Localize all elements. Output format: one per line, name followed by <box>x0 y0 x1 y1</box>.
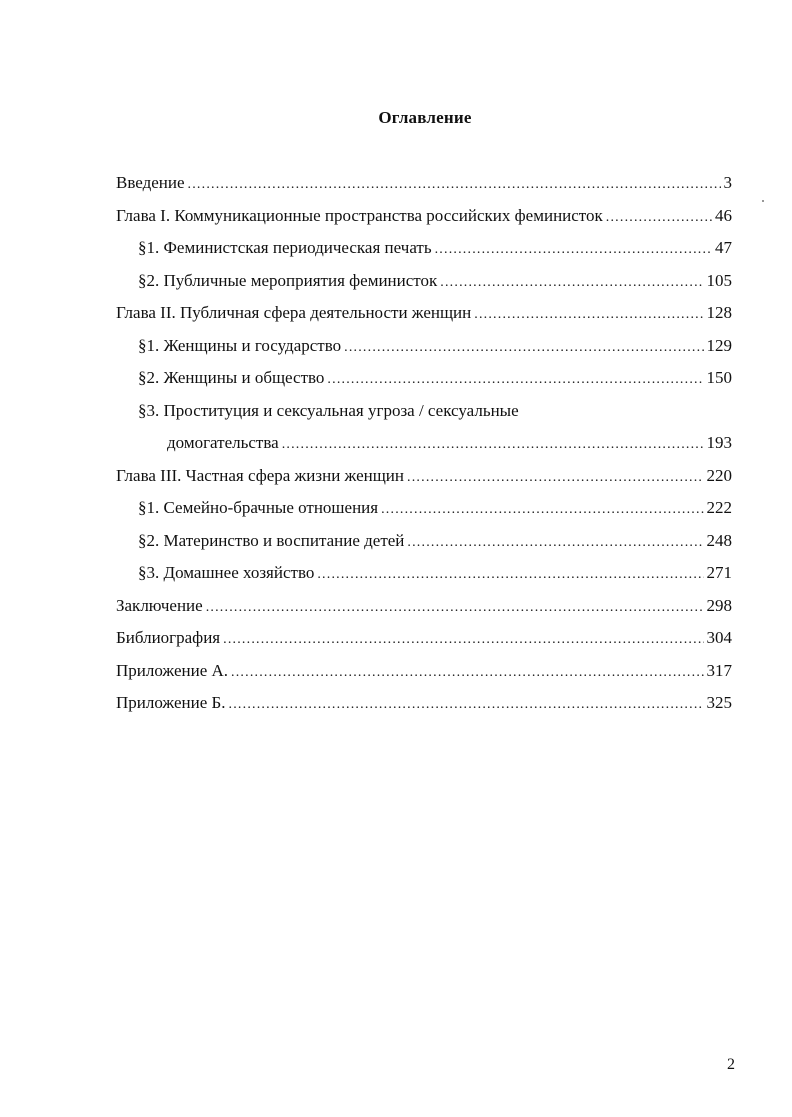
toc-entry-page: 47 <box>715 238 732 257</box>
toc-entry[interactable] <box>116 626 732 659</box>
toc-entry[interactable] <box>116 561 732 594</box>
toc-entry-page: 220 <box>706 465 732 485</box>
dot-leader <box>474 303 703 327</box>
toc-entry-page: 46 <box>715 205 732 225</box>
toc-entry-page: 105 <box>706 270 732 290</box>
toc-entry-label: Глава II. Публичная сфера деятельности женщин <box>116 303 472 322</box>
toc-entry[interactable] <box>116 659 732 692</box>
dot-leader <box>381 498 703 522</box>
toc-entry-label: §1. Феминистская периодическая печать <box>138 238 432 257</box>
toc-entry-label: Заключение <box>116 595 203 615</box>
dot-leader <box>435 238 712 262</box>
toc-entry-label: Глава I. Коммуникационные пространства российских феминисток <box>116 205 603 225</box>
toc-entry[interactable] <box>116 464 732 497</box>
dot-leader <box>229 693 704 717</box>
toc-entry-page: 248 <box>706 530 732 550</box>
dot-leader <box>223 628 703 652</box>
toc-entry-label: Приложение Б. <box>116 693 226 712</box>
toc-entry-label: §2. Публичные мероприятия феминисток <box>138 270 438 290</box>
toc-entry[interactable] <box>116 301 732 334</box>
table-of-contents <box>116 171 732 724</box>
toc-entry-page: 325 <box>706 693 732 712</box>
toc-entry-page: 193 <box>706 433 732 452</box>
dot-leader <box>282 433 704 457</box>
toc-entry-label: §2. Женщины и общество <box>138 368 325 387</box>
toc-entry-label: §1. Семейно-брачные отношения <box>138 498 379 517</box>
toc-entry-page: 150 <box>706 368 732 387</box>
toc-entry[interactable] <box>116 334 732 367</box>
toc-entry[interactable] <box>116 236 732 269</box>
toc-entry-label: Приложение А. <box>116 660 229 680</box>
toc-entry[interactable] <box>116 269 732 302</box>
toc-entry-label: §2. Материнство и воспитание детей <box>138 530 405 550</box>
toc-entry[interactable] <box>116 529 732 562</box>
page-title: Оглавление <box>378 108 472 127</box>
toc-entry-page: 298 <box>706 595 732 615</box>
dot-leader <box>317 563 703 587</box>
toc-entry[interactable] <box>116 204 732 237</box>
toc-entry[interactable] <box>116 171 732 204</box>
toc-entry-page: 129 <box>706 335 732 355</box>
toc-entry-continuation[interactable] <box>116 431 732 464</box>
dot-leader <box>440 271 703 295</box>
toc-entry[interactable] <box>116 366 732 399</box>
toc-entry[interactable] <box>116 691 732 724</box>
toc-entry-label: §3. Домашнее хозяйство <box>138 563 315 582</box>
toc-entry-page: 128 <box>706 303 732 322</box>
dot-leader <box>231 661 703 685</box>
toc-entry-label: Введение <box>116 173 185 192</box>
scan-speck <box>762 200 764 202</box>
toc-entry-page: 3 <box>723 173 732 192</box>
toc-entry[interactable] <box>116 594 732 627</box>
toc-entry-page: 304 <box>706 628 732 647</box>
dot-leader <box>407 466 703 490</box>
dot-leader <box>407 531 703 555</box>
toc-entry-label: §3. Проституция и сексуальная угроза / сексуальные <box>138 400 519 420</box>
dot-leader <box>327 368 703 392</box>
toc-entry-label: §1. Женщины и государство <box>138 335 342 355</box>
toc-entry[interactable] <box>116 496 732 529</box>
page-number: 2 <box>727 1056 735 1073</box>
dot-leader <box>344 336 703 360</box>
dot-leader <box>188 173 721 197</box>
toc-entry-label: Глава III. Частная сфера жизни женщин <box>116 465 405 485</box>
toc-entry-page: 222 <box>706 498 732 517</box>
toc-entry-page: 271 <box>706 563 732 582</box>
dot-leader <box>606 206 712 230</box>
toc-entry-label: домогательства <box>167 433 279 452</box>
toc-entry-label: Библиография <box>116 628 221 647</box>
toc-entry[interactable] <box>116 399 732 432</box>
dot-leader <box>206 596 704 620</box>
toc-entry-page: 317 <box>706 660 732 680</box>
